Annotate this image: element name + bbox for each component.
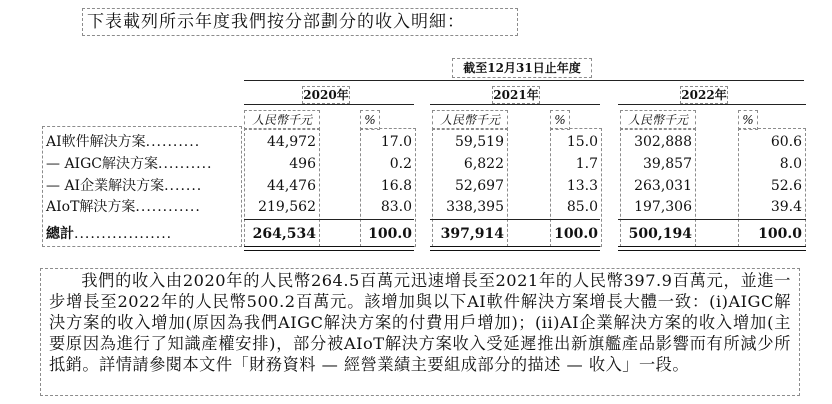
unit-pct-2020: % [360, 110, 380, 130]
subtotal-rule-2020 [244, 219, 414, 220]
unit-amount-2022: 人民幣千元 [620, 110, 696, 130]
subtotal-rule-2022 [618, 219, 806, 220]
cell-2021-amount-total: 397,914 [440, 226, 504, 242]
cell-2020-amount: 219,562 [258, 199, 316, 215]
cell-2021-pct-total: 100.0 [554, 226, 598, 242]
cell-2021-pct: 1.7 [575, 156, 598, 172]
cell-2022-amount: 197,306 [634, 199, 692, 215]
cell-2020-amount-total: 264,534 [252, 226, 316, 242]
cell-2021-pct: 85.0 [566, 199, 598, 215]
row-label-ai-software: AI軟件解決方案.......... [46, 134, 201, 150]
year-2022-header: 2022年 [681, 88, 727, 102]
cell-2022-pct: 60.6 [770, 134, 802, 150]
unit-pct-2022: % [738, 110, 758, 130]
row-label-ai-enterprise: — AI企業解決方案....... [46, 178, 203, 194]
cell-2020-pct: 17.0 [380, 134, 412, 150]
cell-2021-pct: 13.3 [566, 178, 598, 194]
cell-2022-pct-total: 100.0 [758, 226, 802, 242]
cell-2022-pct: 39.4 [770, 199, 802, 215]
year-2022-underline [618, 104, 806, 105]
row-label-aigc: — AIGC解決方案.......... [46, 156, 213, 172]
cell-2020-pct: 83.0 [380, 199, 412, 215]
year-2020-header: 2020年 [303, 88, 349, 102]
revenue-commentary [40, 268, 800, 396]
cell-2020-pct: 0.2 [389, 156, 412, 172]
total-double-rule-2020 [244, 246, 414, 251]
cell-2020-pct: 16.8 [380, 178, 412, 194]
row-label-aiot: AIoT解決方案............ [46, 199, 201, 215]
unit-pct-2021: % [550, 110, 570, 130]
period-header: 截至12月31日止年度 [452, 58, 592, 78]
intro-sentence: 下表載列所示年度我們按分部劃分的收入明細： [82, 8, 518, 36]
total-double-rule-2022 [618, 246, 806, 251]
cell-2020-amount: 496 [289, 156, 316, 172]
revenue-commentary-text: 我們的收入由2020年的人民幣264.5百萬元迅速增長至2021年的人民幣397.9百萬元，並進一步增長至2022年的人民幣500.2百萬元。該增加與以下AI軟件解決方案增長大體一致：(i)AIGC解決方案的收入增加(原因為我們AIGC解決方案的付費用戶增加)；(ii)AI企業解決方案的收入增加(主要原因為進行了知識產權安排)，部分被AIoT解決方案收入受延遲推出新旗艦產品影響而有所減少所抵銷。詳情請參閱本文件「財務資料 — 經營業績主要組成部分的描述 — 收入」一段。 [49, 271, 791, 374]
cell-2022-pct: 52.6 [770, 178, 802, 194]
total-double-rule-2021 [430, 246, 600, 251]
cell-2022-amount-total: 500,194 [628, 226, 692, 242]
cell-2020-pct-total: 100.0 [368, 226, 412, 242]
cell-2022-amount: 39,857 [643, 156, 692, 172]
cell-2020-amount: 44,476 [267, 178, 316, 194]
cell-2022-pct: 8.0 [779, 156, 802, 172]
cell-2020-amount: 44,972 [267, 134, 316, 150]
year-2020-underline [244, 104, 414, 105]
cell-2021-pct: 15.0 [566, 134, 598, 150]
unit-amount-2020: 人民幣千元 [244, 110, 320, 130]
cell-2022-amount: 302,888 [634, 134, 692, 150]
subtotal-rule-2021 [430, 219, 600, 220]
cell-2021-amount: 52,697 [455, 178, 504, 194]
cell-2021-amount: 338,395 [446, 199, 504, 215]
cell-2022-amount: 263,031 [634, 178, 692, 194]
year-2021-header: 2021年 [493, 88, 539, 102]
year-2021-underline [430, 104, 600, 105]
period-underline [244, 80, 804, 81]
cell-2021-amount: 59,519 [455, 134, 504, 150]
cell-2021-amount: 6,822 [463, 156, 504, 172]
row-label-total: 總計.................. [46, 226, 173, 242]
unit-amount-2021: 人民幣千元 [432, 110, 508, 130]
